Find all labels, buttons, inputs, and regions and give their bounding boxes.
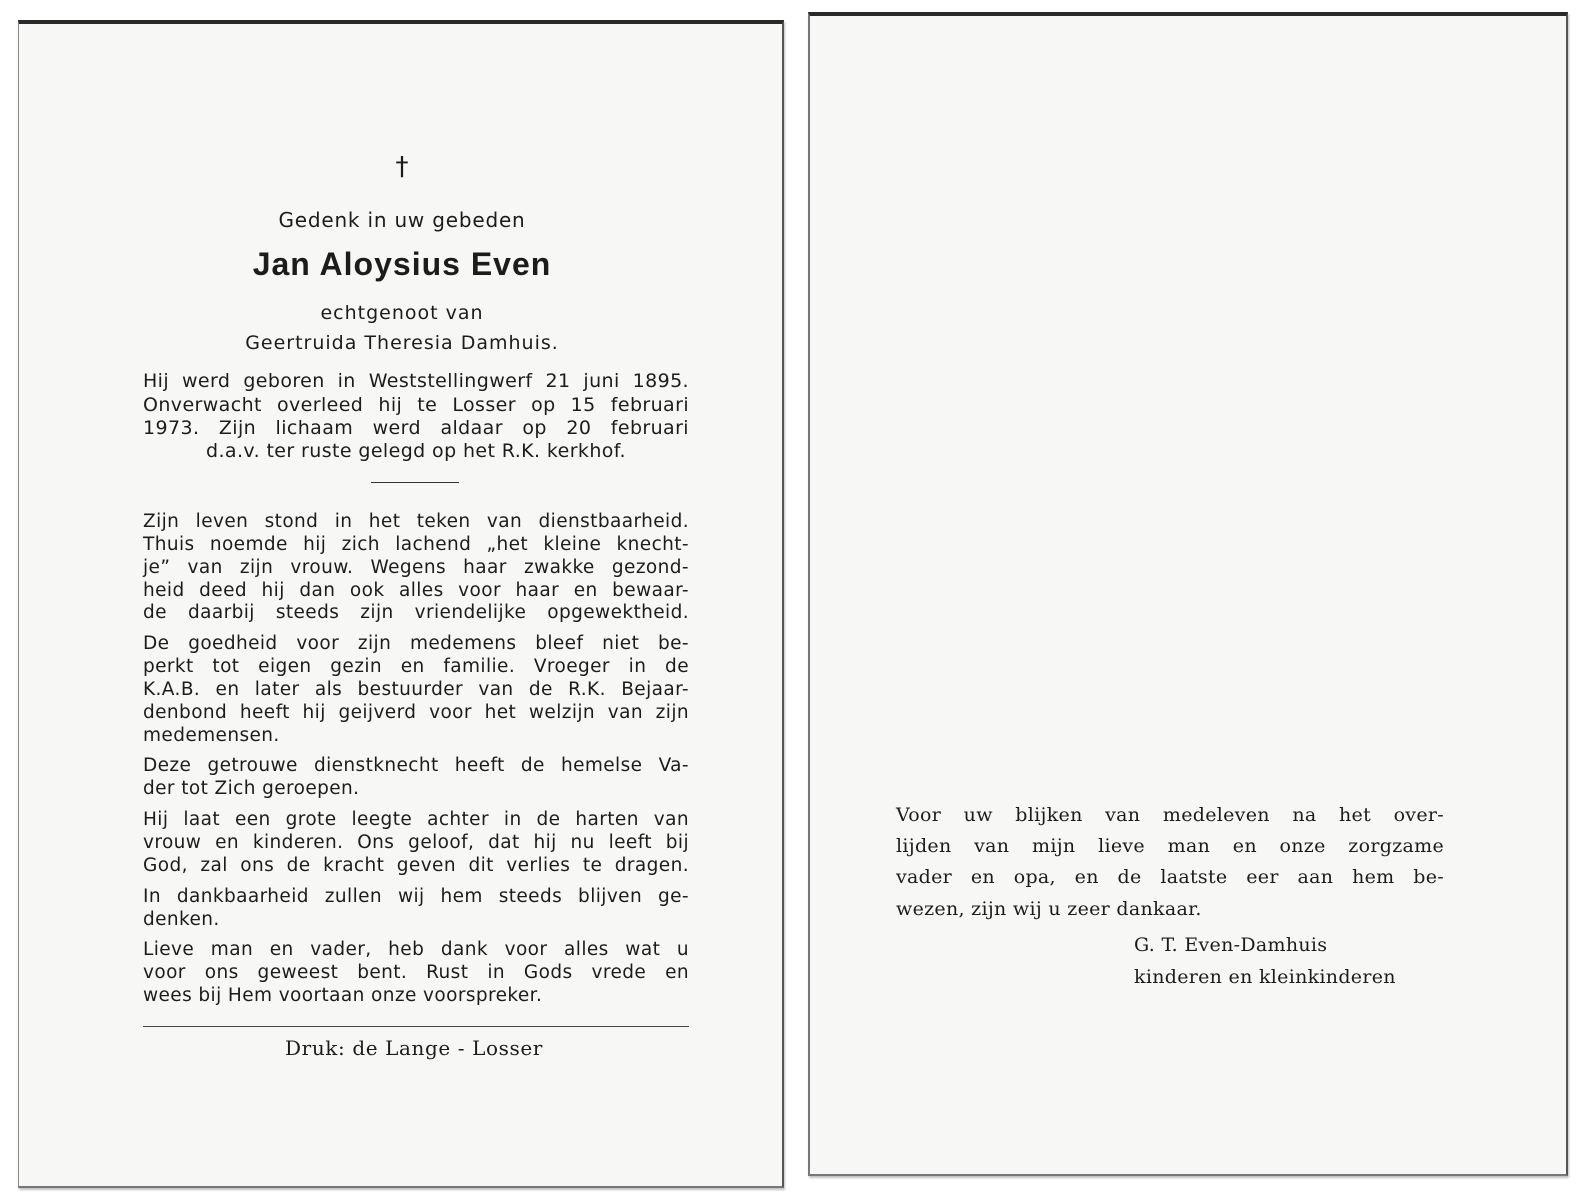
paragraph-line: denken. [143,909,220,930]
paragraph-line: Deze getrouwe dienstknecht heeft de hemelse Va- [143,755,689,776]
bio-line: 1973. Zijn lichaam werd aldaar op 20 februari [143,417,689,439]
spouse-name: Geertruida Theresia Damhuis. [245,332,559,354]
paragraph-line: De goedheid voor zijn medemens bleef niet be- [143,633,689,654]
paragraph-line: perkt tot eigen gezin en familie. Vroeger in de [143,656,689,677]
paragraph-line: In dankbaarheid zullen wij hem steeds blijven ge- [143,886,689,907]
paragraph-line: wees bij Hem voortaan onze voorspreker. [143,985,543,1006]
signature-line: G. T. Even-Damhuis [1134,934,1328,956]
paragraph-line: heid deed hij dan ook alles voor haar en bewaar- [143,580,689,601]
paragraph-line: Thuis noemde hij zich lachend „het kleine knecht- [143,534,689,555]
memorial-card-front [18,20,784,1188]
paragraph-line: de daarbij steeds zijn vriendelijke opgewektheid. [143,602,689,623]
printer-credit: Druk: de Lange - Losser [285,1036,543,1060]
intro-text: Gedenk in uw gebeden [278,208,526,232]
divider-long [143,1026,689,1027]
paragraph-line: denbond heeft hij geijverd voor het welzijn van zijn [143,702,689,723]
paragraph-line: Zijn leven stond in het teken van dienstbaarheid. [143,511,689,532]
thanks-line: vader en opa, en de laatste eer aan hem be- [896,866,1444,888]
paragraph-line: God, zal ons de kracht geven dit verlies te dragen. [143,855,689,876]
relation-text: echtgenoot van [320,302,484,324]
paragraph-line: je” van zijn vrouw. Wegens haar zwakke gezond- [143,557,689,578]
paragraph-line: Hij laat een grote leegte achter in de harten van [143,809,689,830]
paragraph-line: der tot Zich geroepen. [143,778,360,799]
paragraph-line: medemensen. [143,725,280,746]
thanks-line: wezen, zijn wij u zeer dankaar. [896,898,1202,920]
bio-line: d.a.v. ter ruste gelegd op het R.K. kerkhof. [206,440,626,462]
bio-line: Hij werd geboren in Weststellingwerf 21 juni 1895. [143,370,689,392]
paragraph-line: voor ons geweest bent. Rust in Gods vrede en [143,962,689,983]
memorial-card-back [808,12,1568,1176]
thanks-line: lijden van mijn lieve man en onze zorgzame [896,835,1444,857]
divider-short [371,482,459,483]
deceased-name: Jan Aloysius Even [252,246,552,282]
signature-line: kinderen en kleinkinderen [1134,966,1396,988]
paragraph-line: Lieve man en vader, heb dank voor alles wat u [143,939,689,960]
paragraph-line: K.A.B. en later als bestuurder van de R.K. Bejaar- [143,679,689,700]
cross-icon: † [395,152,409,182]
bio-line: Onverwacht overleed hij te Losser op 15 februari [143,394,689,416]
thanks-line: Voor uw blijken van medeleven na het over- [896,804,1444,826]
paragraph-line: vrouw en kinderen. Ons geloof, dat hij nu leeft bij [143,832,689,853]
